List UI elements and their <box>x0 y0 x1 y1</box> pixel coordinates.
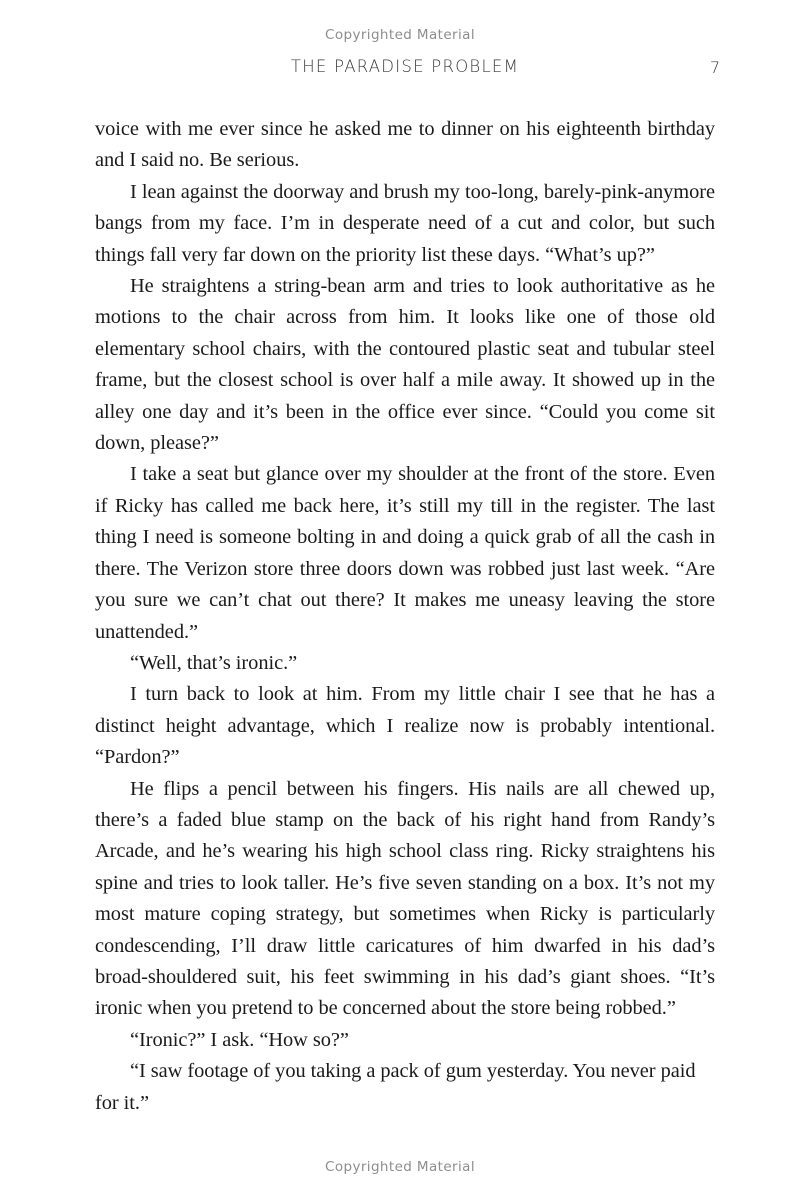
body-text-block <box>95 114 715 1119</box>
running-head <box>95 57 720 81</box>
paragraph: I lean against the doorway and brush my too-long, barely-pink-anymore bangs from my face. I’m in desperate need of a cut and color, but such things fall very far down on the priority list these days. “What’s up?” <box>95 180 715 266</box>
paragraph: I take a seat but glance over my shoulder at the front of the store. Even if Ricky has called me back here, it’s still my till in the register. The last thing I need is someone bolting in and doing a quick grab of all the cash in there. The Verizon store three doors down was robbed just last week. “Are you sure we can’t chat out there? It makes me uneasy leaving the store unattended.” <box>95 463 715 643</box>
paragraph: “Ironic?” I ask. “How so?” <box>130 1028 349 1051</box>
running-title: THE PARADISE PROBLEM <box>290 57 520 76</box>
copyright-watermark-bottom: Copyrighted Material <box>325 1159 475 1175</box>
paragraph: “I saw footage of you taking a pack of gum yesterday. You never paid for it.” <box>95 1060 696 1114</box>
copyright-watermark-top: Copyrighted Material <box>325 27 475 43</box>
paragraph: He flips a pencil between his fingers. His nails are all chewed up, there’s a faded blue stamp on the back of his right hand from Randy’s Arcade, and he’s wearing his high school class ring. Ricky straightens his spine and tries to look taller. He’s five seven standing on a box. It’s not my most mature coping strategy, but sometimes when Ricky is particularly condescending, I’ll draw little caricatures of him dwarfed in his dad’s broad-shouldered suit, his feet swimming in his dad’s giant shoes. “It’s ironic when you pretend to be concerned about the store being robbed.” <box>95 777 715 1020</box>
paragraph: I turn back to look at him. From my little chair I see that he has a distinct height advantage, which I realize now is probably intentional. “Pardon?” <box>95 683 715 769</box>
page-number: 7 <box>709 58 720 77</box>
paragraph: “Well, that’s ironic.” <box>130 651 298 674</box>
paragraph: He straightens a string-bean arm and tries to look authoritative as he motions to the chair across from him. It looks like one of those old elementary school chairs, with the contoured plastic seat and tubular steel frame, but the closest school is over half a mile away. It showed up in the alley one day and it’s been in the office ever since. “Could you come sit down, please?” <box>95 275 715 455</box>
paragraph: voice with me ever since he asked me to dinner on his eighteenth birthday and I said no. Be serious. <box>95 118 715 172</box>
